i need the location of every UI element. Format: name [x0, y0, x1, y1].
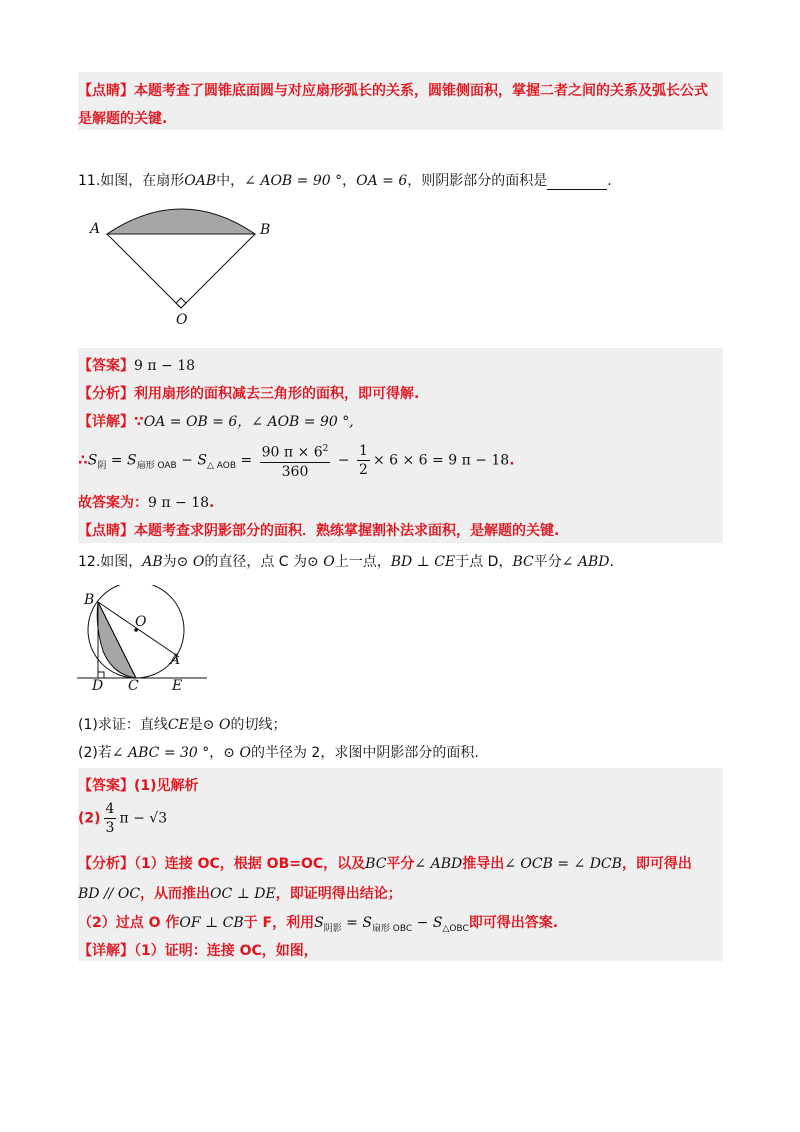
label-a: A — [90, 221, 101, 237]
q12-stem: 12.如图，AB为⊙ O的直径，点 C 为⊙ O上一点，BD ⊥ CE于点 D，BC平分∠ ABD. — [78, 554, 614, 570]
label-c: C — [128, 678, 139, 694]
label-o: O — [135, 614, 147, 630]
top-review-line1: 【点睛】本题考查了圆锥底面圆与对应扇形弧长的关系，圆锥侧面积，掌握二者之间的关系及弧长公式 — [78, 83, 708, 99]
q11-review: 【点睛】本题考查求阴影部分的面积．熟练掌握割补法求面积，是解题的关键. — [78, 523, 560, 539]
fraction-half: $\frac{1}{2}$ — [359, 442, 368, 478]
q12-analysis-line1: 【分析】（1）连接 OC，根据 OB=OC，以及BC平分∠ ABD推导出∠ OCB = ∠ DCB，即可得出 — [78, 856, 692, 872]
q12-analysis-line3: （2）过点 O 作OF ⊥ CB于 F，利用$S_{阴影} = S_{扇形 OBC} - S_{\triangle OBC}$即可得出答案. — [78, 915, 559, 934]
radius-oa — [107, 234, 181, 308]
q12-circle-figure — [75, 585, 215, 690]
label-a: A — [170, 652, 181, 668]
q12-answer2: (2) $\frac{4}{3}$ π − √3 — [78, 801, 168, 836]
answer-blank — [547, 175, 607, 190]
label-b: B — [260, 222, 271, 238]
label-b: B — [84, 592, 95, 608]
q11-detail: 【详解】∵OA = OB = 6，∠ AOB = 90 °, — [78, 414, 354, 430]
q11-computation: $\therefore S_阴 = S_{扇形 OAB} - S_{\triangle AOB}$ = $\frac{90 \pi \times 6^2}{360}$ − $\frac{1}{2}$ × 6 × 6 = 9 π − 18. — [78, 440, 515, 481]
q12-answer1: 【答案】(1)见解析 — [78, 778, 199, 794]
q11-final: 故答案为：9 π − 18. — [78, 495, 215, 511]
shaded-segment — [107, 209, 255, 234]
review-tag: 【点睛】 — [78, 83, 134, 99]
q11-analysis: 【分析】利用扇形的面积减去三角形的面积，即可得解. — [78, 386, 420, 402]
q12-part1: (1)求证：直线CE是⊙ O的切线； — [78, 717, 287, 733]
fraction-sector: $\frac{90 \pi \times 6^2}{360}$ — [260, 440, 331, 481]
q12-detail: 【详解】（1）证明：连接 OC，如图， — [78, 943, 318, 959]
q11-answer: 【答案】9 π − 18 — [78, 358, 196, 374]
top-review-line2: 是解题的关键. — [78, 111, 168, 127]
q11-stem: 11.如图，在扇形OAB中，∠ AOB = 90 °，OA = 6，则阴影部分的面积是 . — [78, 173, 612, 189]
radius-ob — [181, 234, 255, 308]
label-e: E — [172, 678, 183, 694]
label-o: O — [176, 312, 188, 328]
q12-analysis-line2: BD // OC，从而推出OC ⊥ DE，即证明得出结论； — [78, 886, 402, 902]
label-d: D — [92, 678, 104, 694]
fraction-four-thirds: $\frac{4}{3}$ — [105, 801, 115, 836]
q12-part2: (2)若∠ ABC = 30 °，⊙ O的半径为 2，求图中阴影部分的面积. — [78, 745, 479, 761]
right-angle-mark — [176, 298, 186, 308]
